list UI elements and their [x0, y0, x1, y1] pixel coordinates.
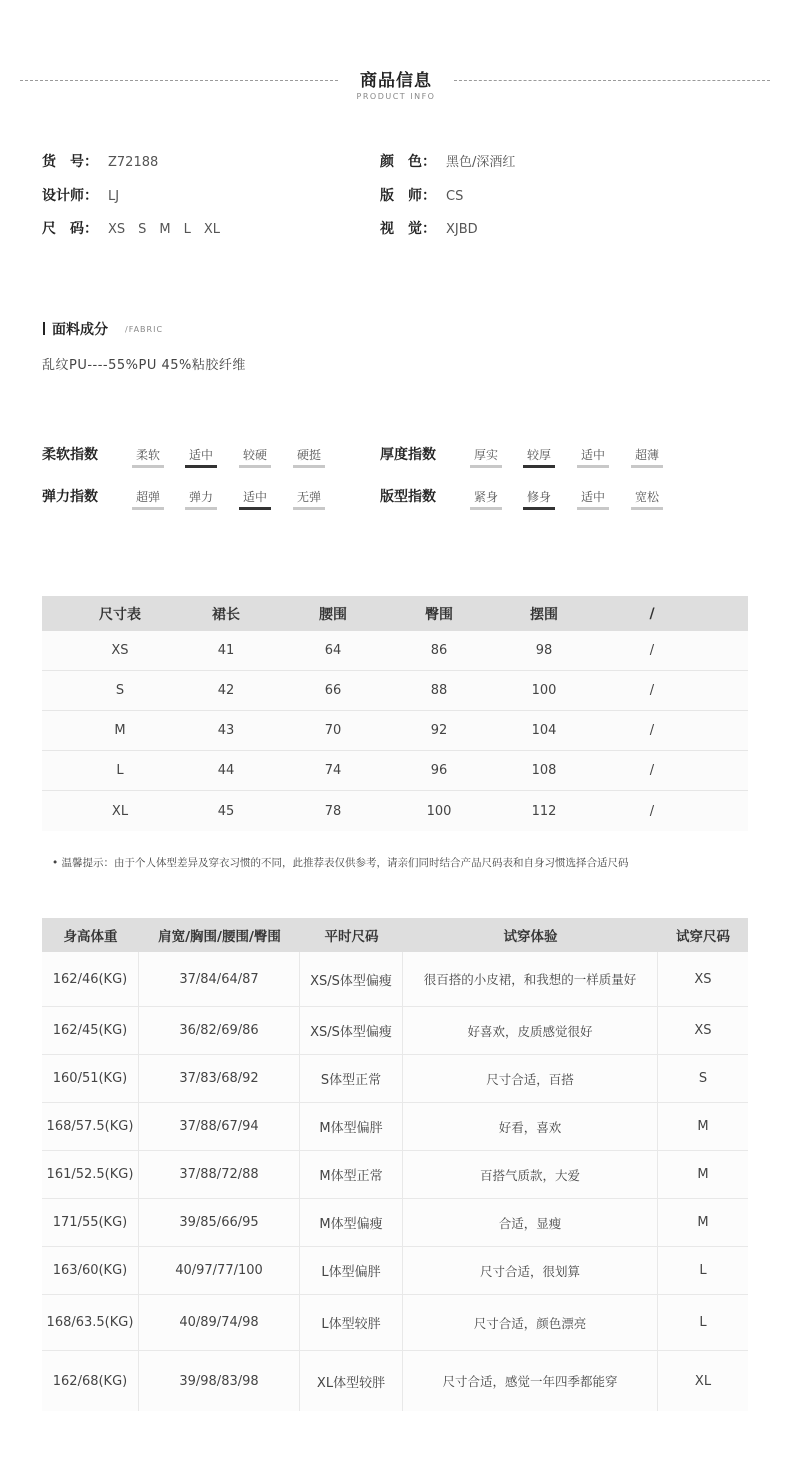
table-cell: 160/51(KG)	[42, 1055, 139, 1102]
info-value: Z72188	[108, 155, 159, 170]
table-cell: 40/89/74/98	[139, 1295, 300, 1350]
table-cell: M体型正常	[300, 1151, 403, 1198]
size-chart-header	[42, 596, 748, 631]
table-cell: M	[697, 1167, 709, 1182]
table-row	[42, 1199, 748, 1247]
header-divider-right	[454, 80, 770, 81]
table-row	[42, 952, 748, 1007]
table-cell: 37/88/72/88	[139, 1151, 300, 1198]
table-cell: L	[116, 763, 124, 778]
table-cell: 43	[217, 723, 235, 738]
size-chart-header-cell: 腰围	[319, 606, 347, 623]
table-cell: 100	[531, 683, 557, 698]
info-label: 版 师：	[380, 188, 436, 204]
fabric-description: 乱纹PU----55%PU 45%粘胶纤维	[42, 358, 246, 373]
table-cell: 168/57.5(KG)	[42, 1103, 139, 1150]
index-label-elasticity: 弹力指数	[42, 489, 98, 505]
info-value: 黑色/深酒红	[446, 155, 516, 170]
table-cell: XL	[111, 803, 129, 819]
table-cell: /	[649, 763, 655, 778]
index-option: 弹力	[185, 488, 217, 510]
table-row	[42, 631, 748, 671]
info-value: XJBD	[446, 222, 478, 237]
fitting-header-cell: 肩宽/胸围/腰围/臀围	[158, 929, 281, 945]
table-cell: L体型偏胖	[300, 1247, 403, 1294]
table-cell: 74	[324, 763, 342, 778]
table-cell: 78	[324, 803, 342, 819]
index-option: 适中	[239, 488, 271, 510]
table-cell: 112	[531, 803, 557, 819]
index-option: 宽松	[631, 488, 663, 510]
table-cell: 尺寸合适，很划算	[403, 1247, 658, 1294]
table-cell: 96	[430, 763, 448, 778]
table-cell: /	[649, 723, 655, 738]
info-value: LJ	[108, 189, 120, 204]
table-cell: 合适，显瘦	[403, 1199, 658, 1246]
table-cell: 好喜欢，皮质感觉很好	[403, 1007, 658, 1054]
table-cell: 162/46(KG)	[42, 952, 139, 1006]
table-cell: 88	[430, 683, 448, 698]
index-option: 硬挺	[293, 446, 325, 468]
table-row	[42, 711, 748, 751]
table-cell: 86	[430, 643, 448, 658]
fitting-header-cell: 试穿尺码	[676, 929, 730, 945]
table-cell: 40/97/77/100	[139, 1247, 300, 1294]
table-cell: 好看，喜欢	[403, 1103, 658, 1150]
table-cell: M体型偏胖	[300, 1103, 403, 1150]
table-row	[42, 671, 748, 711]
index-label-fit: 版型指数	[380, 489, 436, 505]
table-cell: 42	[217, 683, 235, 698]
table-cell: 很百搭的小皮裙，和我想的一样质量好	[403, 952, 658, 1006]
index-option: 修身	[523, 488, 555, 510]
table-cell: L	[699, 1315, 707, 1330]
fitting-header-cell: 试穿体验	[503, 929, 558, 945]
table-cell: XL	[694, 1373, 712, 1389]
info-item-patternmaker	[380, 186, 463, 207]
table-cell: XS	[694, 971, 712, 987]
table-cell: XS/S体型偏瘦	[300, 1007, 403, 1054]
index-option: 较厚	[523, 446, 555, 468]
size-chart-header-cell: 尺寸表	[99, 606, 141, 623]
info-label: 货 号：	[42, 154, 98, 170]
index-option: 适中	[577, 488, 609, 510]
table-row	[42, 1151, 748, 1199]
table-cell: XL体型较胖	[300, 1351, 403, 1411]
info-value: XS S M L XL	[108, 222, 221, 237]
index-option: 柔软	[132, 446, 164, 468]
info-label: 尺 码：	[42, 221, 98, 237]
table-cell: 100	[426, 803, 452, 819]
table-cell: /	[649, 803, 655, 819]
size-chart-header-cell: 裙长	[212, 606, 240, 623]
table-cell: 37/83/68/92	[139, 1055, 300, 1102]
table-cell: 168/63.5(KG)	[42, 1295, 139, 1350]
size-chart-header-cell: 摆围	[530, 606, 558, 623]
table-cell: 171/55(KG)	[42, 1199, 139, 1246]
table-cell: 92	[430, 723, 448, 738]
table-row	[42, 1351, 748, 1411]
index-option: 适中	[577, 446, 609, 468]
index-option: 紧身	[470, 488, 502, 510]
table-cell: 37/84/64/87	[139, 952, 300, 1006]
index-option: 超薄	[631, 446, 663, 468]
info-item-sizes	[42, 219, 220, 240]
table-cell: 41	[217, 643, 235, 658]
info-item-sku	[42, 152, 158, 173]
fabric-subtitle: /FABRIC	[125, 325, 164, 334]
index-option: 厚实	[470, 446, 502, 468]
header-divider-left	[20, 80, 338, 81]
table-cell: M	[697, 1215, 709, 1230]
table-cell: M	[114, 723, 126, 738]
table-cell: 104	[531, 723, 557, 738]
table-cell: 98	[535, 643, 553, 658]
size-chart-header-cell: /	[649, 605, 655, 622]
index-option: 适中	[185, 446, 217, 468]
table-cell: 39/98/83/98	[139, 1351, 300, 1411]
fabric-title-bar	[43, 322, 45, 335]
table-cell: 64	[324, 643, 342, 658]
table-cell: XS	[111, 643, 129, 658]
index-label-thickness: 厚度指数	[380, 447, 436, 463]
fitting-header-cell: 平时尺码	[324, 929, 379, 945]
table-cell: S	[698, 1071, 708, 1086]
table-cell: 39/85/66/95	[139, 1199, 300, 1246]
table-cell: 尺寸合适，百搭	[403, 1055, 658, 1102]
info-label: 视 觉：	[380, 221, 436, 237]
table-row	[42, 1055, 748, 1103]
table-row	[42, 1103, 748, 1151]
table-cell: 尺寸合适，感觉一年四季都能穿	[403, 1351, 658, 1411]
table-row	[42, 1247, 748, 1295]
table-row	[42, 791, 748, 831]
table-cell: 37/88/67/94	[139, 1103, 300, 1150]
table-cell: 108	[531, 763, 557, 778]
table-cell: S体型正常	[300, 1055, 403, 1102]
table-cell: 162/45(KG)	[42, 1007, 139, 1054]
table-cell: 66	[324, 683, 342, 698]
table-cell: 尺寸合适，颜色漂亮	[403, 1295, 658, 1350]
table-cell: L体型较胖	[300, 1295, 403, 1350]
index-label-softness: 柔软指数	[42, 447, 98, 463]
info-item-color	[380, 152, 515, 173]
index-option: 无弹	[293, 488, 325, 510]
info-label: 设计师：	[42, 188, 98, 204]
table-cell: 44	[217, 763, 235, 778]
table-cell: 161/52.5(KG)	[42, 1151, 139, 1198]
table-cell: /	[649, 643, 655, 658]
table-cell: S	[115, 683, 125, 698]
info-item-designer	[42, 186, 119, 207]
table-cell: 百搭气质款，大爱	[403, 1151, 658, 1198]
table-cell: M体型偏瘦	[300, 1199, 403, 1246]
fitting-table-header	[42, 918, 748, 952]
fitting-header-cell: 身高体重	[63, 929, 118, 945]
table-cell: 70	[324, 723, 342, 738]
table-cell: 162/68(KG)	[42, 1351, 139, 1411]
size-chart-header-cell: 臀围	[425, 606, 453, 623]
section-subtitle: PRODUCT INFO	[356, 92, 436, 101]
table-row	[42, 751, 748, 791]
table-cell: XS	[694, 1023, 712, 1038]
fabric-title: 面料成分	[52, 322, 108, 338]
index-option: 超弹	[132, 488, 164, 510]
info-item-visual	[380, 219, 478, 240]
table-row	[42, 1295, 748, 1351]
size-tip-note: • 温馨提示：由于个人体型差异及穿衣习惯的不同，此推荐表仅供参考，请亲们同时结合产品尺码表和自身习惯选择合适尺码	[52, 857, 629, 869]
table-cell: L	[699, 1263, 707, 1278]
table-cell: 163/60(KG)	[42, 1247, 139, 1294]
table-cell: XS/S体型偏瘦	[300, 952, 403, 1006]
table-cell: /	[649, 683, 655, 698]
size-chart-table	[42, 596, 748, 831]
info-value: CS	[446, 189, 464, 204]
info-label: 颜 色：	[380, 154, 436, 170]
fitting-table	[42, 918, 748, 1411]
table-row	[42, 1007, 748, 1055]
section-title: 商品信息	[360, 71, 432, 91]
table-cell: 45	[217, 803, 235, 819]
index-option: 较硬	[239, 446, 271, 468]
table-cell: 36/82/69/86	[139, 1007, 300, 1054]
table-cell: M	[697, 1119, 709, 1134]
